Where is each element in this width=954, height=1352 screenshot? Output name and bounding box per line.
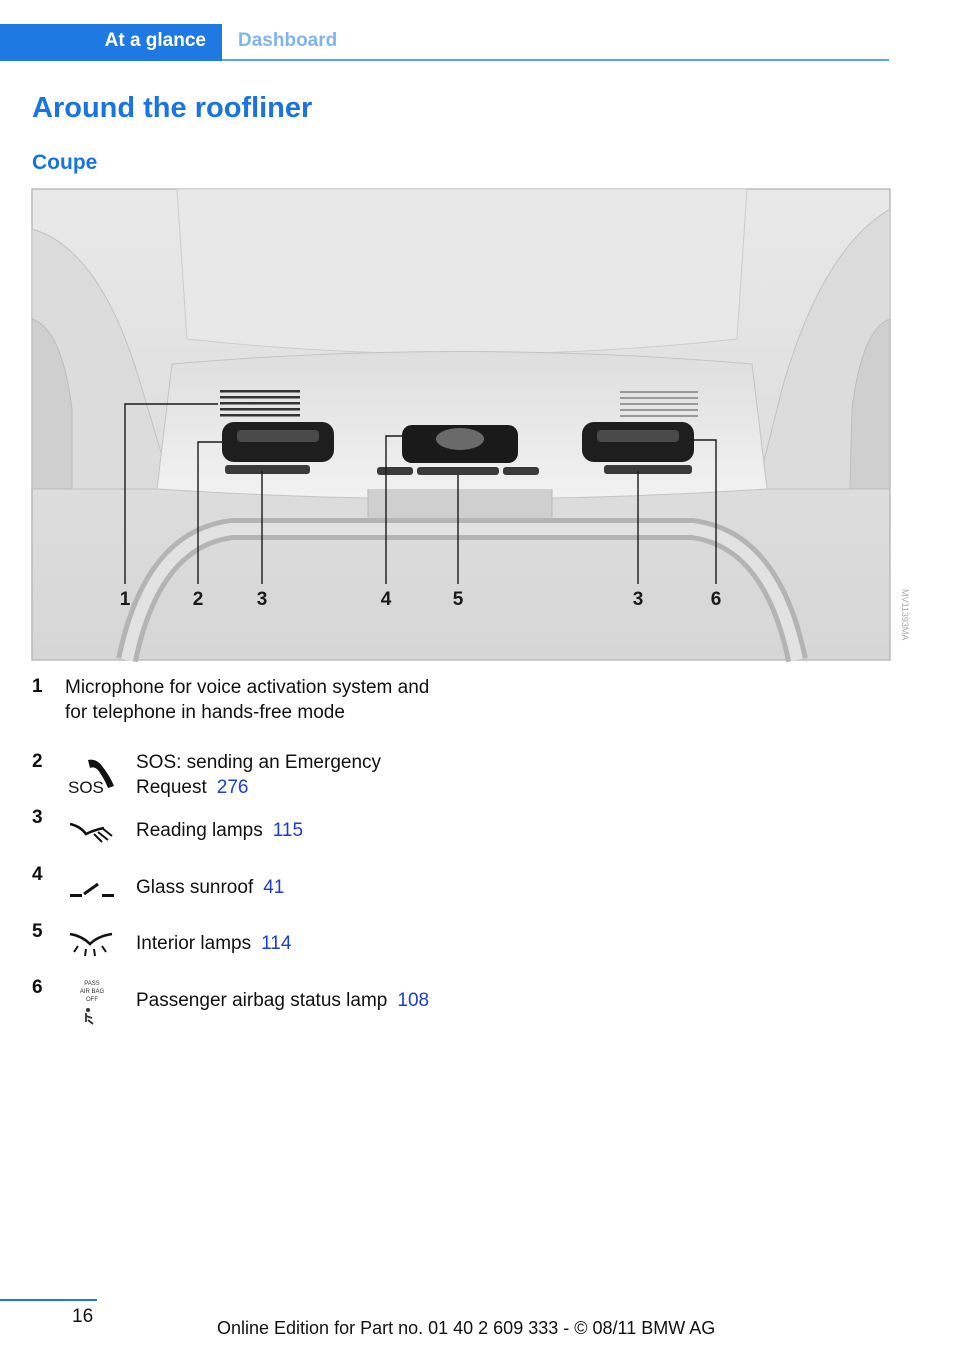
legend-number-4: 4 — [32, 864, 43, 885]
image-code: MV11393MA — [900, 589, 910, 641]
legend-line: SOS: sending an Emergency — [136, 752, 382, 773]
sunroof-switch-icon — [66, 866, 118, 910]
callout-3-right: 3 — [632, 589, 644, 610]
sos-phone-icon — [66, 754, 118, 798]
legend-text-5 — [136, 931, 291, 956]
callout-4: 4 — [380, 589, 392, 610]
callout-2: 2 — [192, 589, 204, 610]
section-subtitle: Coupe — [32, 151, 98, 174]
sos-label: SOS — [68, 778, 104, 797]
legend-text-1 — [65, 675, 429, 725]
breadcrumb[interactable]: Dashboard — [238, 30, 338, 51]
footer-edition: Online Edition for Part no. 01 40 2 609 333 - © 08/11 BMW AG — [217, 1318, 716, 1338]
footer-rule — [0, 1299, 97, 1301]
legend-number-1: 1 — [32, 676, 43, 697]
page-number: 16 — [72, 1306, 94, 1327]
legend-line: Interior lamps — [136, 933, 252, 954]
legend-line: Glass sunroof — [136, 877, 254, 898]
legend-line: Microphone for voice activation system and — [65, 677, 430, 698]
legend-number-3: 3 — [32, 807, 43, 828]
legend-text-3 — [136, 818, 303, 843]
passenger-airbag-off-icon — [66, 976, 118, 1028]
legend-line: Request — [136, 777, 207, 798]
legend-line: Reading lamps — [136, 820, 263, 841]
legend-line: for telephone in hands-free mode — [65, 702, 345, 723]
callout-3-left: 3 — [256, 589, 268, 610]
airbag-icon-text: OFF — [86, 997, 98, 1003]
legend-number-5: 5 — [32, 921, 43, 942]
section-tab-label: At a glance — [104, 30, 206, 51]
airbag-icon-text: PASS — [84, 981, 100, 987]
legend-text-2 — [136, 750, 381, 800]
legend-text-4 — [136, 875, 284, 900]
page-link-108[interactable]: 108 — [397, 990, 430, 1011]
page-link-114[interactable]: 114 — [261, 933, 292, 954]
page-title: Around the roofliner — [32, 92, 313, 124]
airbag-icon-text: AIR BAG — [79, 989, 105, 995]
callout-5: 5 — [452, 589, 464, 610]
legend-number-2: 2 — [32, 751, 43, 772]
section-tab[interactable] — [0, 24, 222, 61]
header-rule — [222, 59, 889, 61]
roofliner-illustration — [32, 189, 910, 660]
page-link-276[interactable]: 276 — [216, 777, 249, 798]
callout-6: 6 — [710, 589, 722, 610]
page-link-115[interactable]: 115 — [272, 820, 304, 841]
legend-number-6: 6 — [32, 977, 43, 998]
page-link-41[interactable]: 41 — [263, 877, 285, 898]
reading-lamp-icon — [66, 812, 118, 856]
legend-text-6 — [136, 988, 429, 1013]
legend-line: Passenger airbag status lamp — [136, 990, 388, 1011]
callout-1: 1 — [119, 589, 131, 610]
interior-lamp-icon — [66, 924, 118, 968]
